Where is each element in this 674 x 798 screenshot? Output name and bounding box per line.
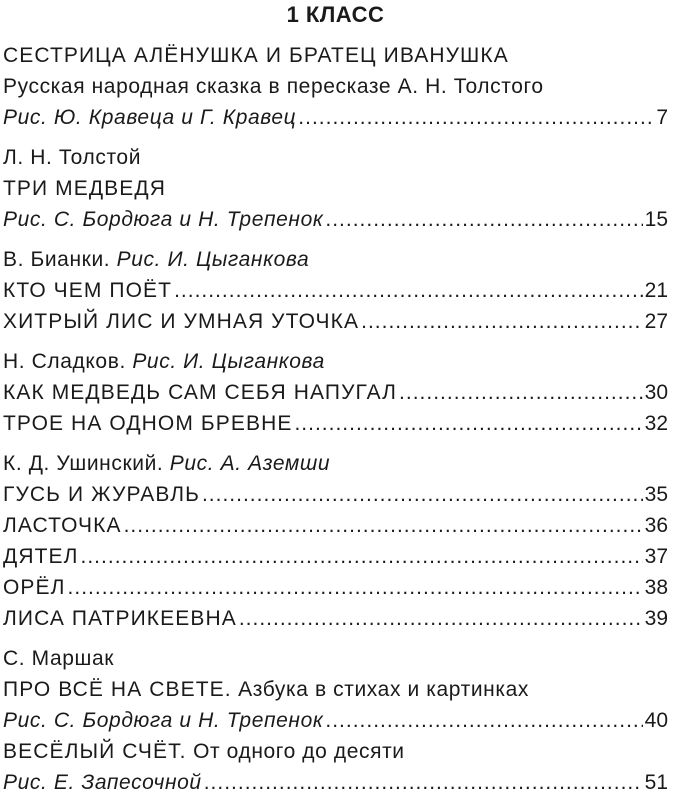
author-name: В. Бианки. (3, 248, 111, 271)
entry-subtitle: От одного до десяти (193, 740, 405, 763)
illustrator-credit: Рис. С. Бордюга и Н. Трепенок (3, 208, 324, 231)
toc-entry-line[interactable] (3, 102, 668, 133)
toc-entry[interactable] (3, 408, 668, 439)
entry-title: ХИТРЫЙ ЛИС И УМНАЯ УТОЧКА (3, 310, 360, 333)
dot-leader (325, 705, 642, 736)
entry-subtitle: Азбука в стихах и картинках (238, 678, 529, 701)
page-number: 7 (656, 106, 668, 129)
page-number: 27 (644, 310, 668, 333)
dot-leader (361, 306, 643, 337)
page-number: 36 (644, 514, 668, 537)
author-line (3, 346, 668, 377)
dot-leader (204, 767, 643, 798)
page-number: 15 (644, 208, 668, 231)
author-line (3, 244, 668, 275)
illustrator-credit: Рис. И. Цыганкова (116, 248, 310, 271)
author-line (3, 448, 668, 479)
entry-title: ПРО ВСЁ НА СВЕТЕ. (3, 678, 232, 701)
dot-leader (124, 510, 643, 541)
page-number: 51 (644, 771, 668, 794)
illustrator-credit: Рис. Е. Запесочной (3, 771, 202, 794)
toc-entry-line[interactable] (3, 767, 668, 798)
entry-title: КАК МЕДВЕДЬ САМ СЕБЯ НАПУГАЛ (3, 381, 398, 404)
entry-title: ВЕСЁЛЫЙ СЧЁТ. (3, 740, 187, 763)
toc-entry-line[interactable] (3, 204, 668, 235)
page-number: 40 (644, 709, 668, 732)
dot-leader (399, 377, 643, 408)
entry-title: ТРИ МЕДВЕДЯ (3, 177, 166, 200)
author-name: Н. Сладков. (3, 350, 126, 373)
page-number: 21 (644, 279, 668, 302)
entry-subtitle: Русская народная сказка в пересказе А. Н. Толстого (3, 75, 544, 98)
entry-title: СЕСТРИЦА АЛЁНУШКА И БРАТЕЦ ИВАНУШКА (3, 44, 509, 67)
dot-leader (298, 102, 654, 133)
dot-leader (294, 408, 642, 439)
dot-leader (174, 275, 643, 306)
toc-entry[interactable] (3, 572, 668, 603)
dot-leader (81, 541, 643, 572)
entry-title-line (3, 674, 668, 705)
illustrator-credit: Рис. С. Бордюга и Н. Трепенок (3, 709, 324, 732)
dot-leader (68, 572, 643, 603)
illustrator-credit: Рис. Ю. Кравеца и Г. Кравец (3, 106, 297, 129)
illustrator-credit: Рис. А. Аземши (169, 452, 331, 475)
page-number: 30 (644, 381, 668, 404)
toc-entry[interactable] (3, 306, 668, 337)
page-number: 39 (644, 607, 668, 630)
toc-entry-line[interactable] (3, 705, 668, 736)
dot-leader (239, 603, 643, 634)
illustrator-credit: Рис. И. Цыганкова (132, 350, 325, 373)
toc-entry[interactable] (3, 510, 668, 541)
entry-title: КТО ЧЕМ ПОЁТ (3, 279, 173, 302)
dot-leader (325, 204, 642, 235)
entry-title: ЛАСТОЧКА (3, 514, 122, 537)
page-number: 32 (644, 412, 668, 435)
entry-title: ОРЁЛ (3, 576, 66, 599)
entry-title-line (3, 736, 668, 767)
toc-entry[interactable] (3, 479, 668, 510)
page-number: 37 (644, 545, 668, 568)
dot-leader (202, 479, 643, 510)
toc-entry[interactable] (3, 541, 668, 572)
author-line: С. Маршак (3, 647, 115, 670)
entry-title: ТРОЕ НА ОДНОМ БРЕВНЕ (3, 412, 293, 435)
entry-title: ЛИСА ПАТРИКЕЕВНА (3, 607, 237, 630)
author-line: Л. Н. Толстой (3, 146, 142, 169)
entry-title: ГУСЬ И ЖУРАВЛЬ (3, 483, 200, 506)
toc-entry[interactable] (3, 603, 668, 634)
author-name: К. Д. Ушинский. (3, 452, 164, 475)
toc-entry[interactable] (3, 377, 668, 408)
page-number: 38 (644, 576, 668, 599)
toc-entry[interactable] (3, 275, 668, 306)
page-number: 35 (644, 483, 668, 506)
class-heading: 1 КЛАСС (286, 2, 385, 27)
entry-title: ДЯТЕЛ (3, 545, 79, 568)
